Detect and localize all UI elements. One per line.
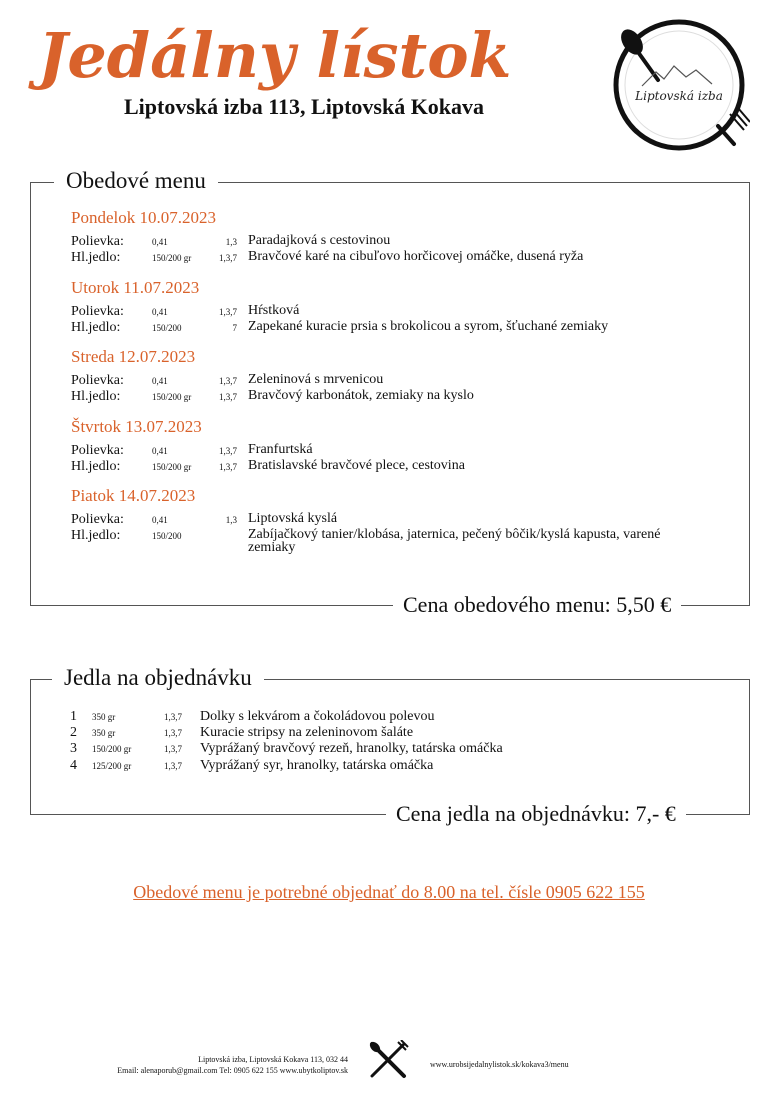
portion-weight: 0,41 (152, 515, 168, 525)
portion-weight: 0,41 (152, 446, 168, 456)
order-number: 2 (70, 725, 77, 740)
portion-weight: 350 gr (92, 728, 116, 738)
course-label: Hl.jedlo: (71, 320, 121, 335)
portion-weight: 0,41 (152, 307, 168, 317)
course-label: Hl.jedlo: (71, 389, 121, 404)
course-label: Polievka: (71, 304, 124, 319)
portion-weight: 0,41 (152, 376, 168, 386)
allergens: 1,3,7 (219, 376, 237, 386)
lunch-menu-price: Cena obedového menu: 5,50 € (393, 592, 681, 618)
order-note: Obedové menu je potrebné objednať do 8.00 na tel. čísle 0905 622 155 (133, 882, 645, 902)
day-heading: Štvrtok 13.07.2023 (71, 417, 202, 436)
dish-name: Vyprážaný syr, hranolky, tatárska omáčka (200, 758, 434, 773)
footer-contact (117, 1054, 348, 1076)
allergens: 1,3 (225, 237, 237, 247)
course-label: Hl.jedlo: (71, 459, 121, 474)
allergens: 1,3,7 (164, 728, 182, 738)
allergens: 7 (232, 323, 237, 333)
course-label: Polievka: (71, 234, 124, 249)
course-label: Polievka: (71, 443, 124, 458)
crossed-fork-knife-icon (366, 1040, 410, 1080)
portion-weight: 150/200 gr (92, 744, 132, 754)
dish-name: Zapekané kuracie prsia s brokolicou a syrom, šťuchané zemiaky (248, 319, 609, 334)
dish-name: Vyprážaný bravčový rezeň, hranolky, tatárska omáčka (200, 741, 503, 756)
allergens: 1,3 (225, 515, 237, 525)
allergens: 1,3,7 (219, 392, 237, 402)
dish-name: Bravčový karbonátok, zemiaky na kyslo (248, 388, 474, 403)
allergens: 1,3,7 (219, 462, 237, 472)
day-heading: Utorok 11.07.2023 (71, 278, 200, 297)
dish-name: Dolky s lekvárom a čokoládovou polevou (200, 709, 435, 724)
day-heading: Piatok 14.07.2023 (71, 486, 196, 505)
order-number: 4 (70, 758, 77, 773)
portion-weight: 150/200 gr (152, 392, 192, 402)
dish-name: Liptovská kyslá (248, 511, 338, 526)
dish-name: Kuracie stripsy na zeleninovom šaláte (200, 725, 414, 740)
portion-weight: 350 gr (92, 712, 116, 722)
dish-name: Zabíjačkový tanier/klobása, jaternica, pečený bôčik/kyslá kapusta, varené zemiaky (248, 527, 661, 555)
portion-weight: 150/200 (152, 531, 182, 541)
dish-name: Hŕstková (248, 303, 300, 318)
dish-name: Franfurtská (248, 442, 313, 457)
day-heading: Pondelok 10.07.2023 (71, 208, 216, 227)
dish-name: Paradajková s cestovinou (248, 233, 391, 248)
day-heading: Streda 12.07.2023 (71, 347, 196, 366)
portion-weight: 150/200 gr (152, 462, 192, 472)
allergens: 1,3,7 (219, 307, 237, 317)
allergens: 1,3,7 (164, 744, 182, 754)
dish-name: Bratislavské bravčové plece, cestovina (248, 458, 465, 473)
course-label: Polievka: (71, 373, 124, 388)
course-label: Hl.jedlo: (71, 528, 121, 543)
portion-weight: 0,41 (152, 237, 168, 247)
restaurant-address: Liptovská izba 113, Liptovská Kokava (124, 94, 485, 119)
course-label: Polievka: (71, 512, 124, 527)
portion-weight: 125/200 gr (92, 761, 132, 771)
page-title: Jedálny lístok (38, 19, 512, 92)
allergens: 1,3,7 (164, 761, 182, 771)
footer-contact-line: Email: alenaporub@gmail.com Tel: 0905 622 155 www.ubytkoliptov.sk (117, 1066, 348, 1075)
footer-address: Liptovská izba, Liptovská Kokava 113, 032 44 (198, 1055, 348, 1064)
lunch-menu-heading: Obedové menu (54, 168, 218, 194)
order-number: 3 (70, 741, 77, 756)
dish-name: Zeleninová s mrvenicou (248, 372, 384, 387)
course-label: Hl.jedlo: (71, 250, 121, 265)
allergens: 1,3,7 (219, 253, 237, 263)
dish-name: Bravčové karé na cibuľovo horčicovej omáčke, dusená ryža (248, 249, 584, 264)
order-menu-heading: Jedla na objednávku (52, 665, 264, 691)
order-number: 1 (70, 709, 77, 724)
restaurant-logo-icon (608, 14, 750, 156)
portion-weight: 150/200 gr (152, 253, 192, 263)
allergens: 1,3,7 (219, 446, 237, 456)
portion-weight: 150/200 (152, 323, 182, 333)
order-menu-price: Cena jedla na objednávku: 7,- € (386, 801, 686, 827)
logo-lettering: Liptovská izba (635, 89, 723, 103)
allergens: 1,3,7 (164, 712, 182, 722)
footer-url: www.urobsijedalnylistok.sk/kokava3/menu (430, 1060, 569, 1069)
